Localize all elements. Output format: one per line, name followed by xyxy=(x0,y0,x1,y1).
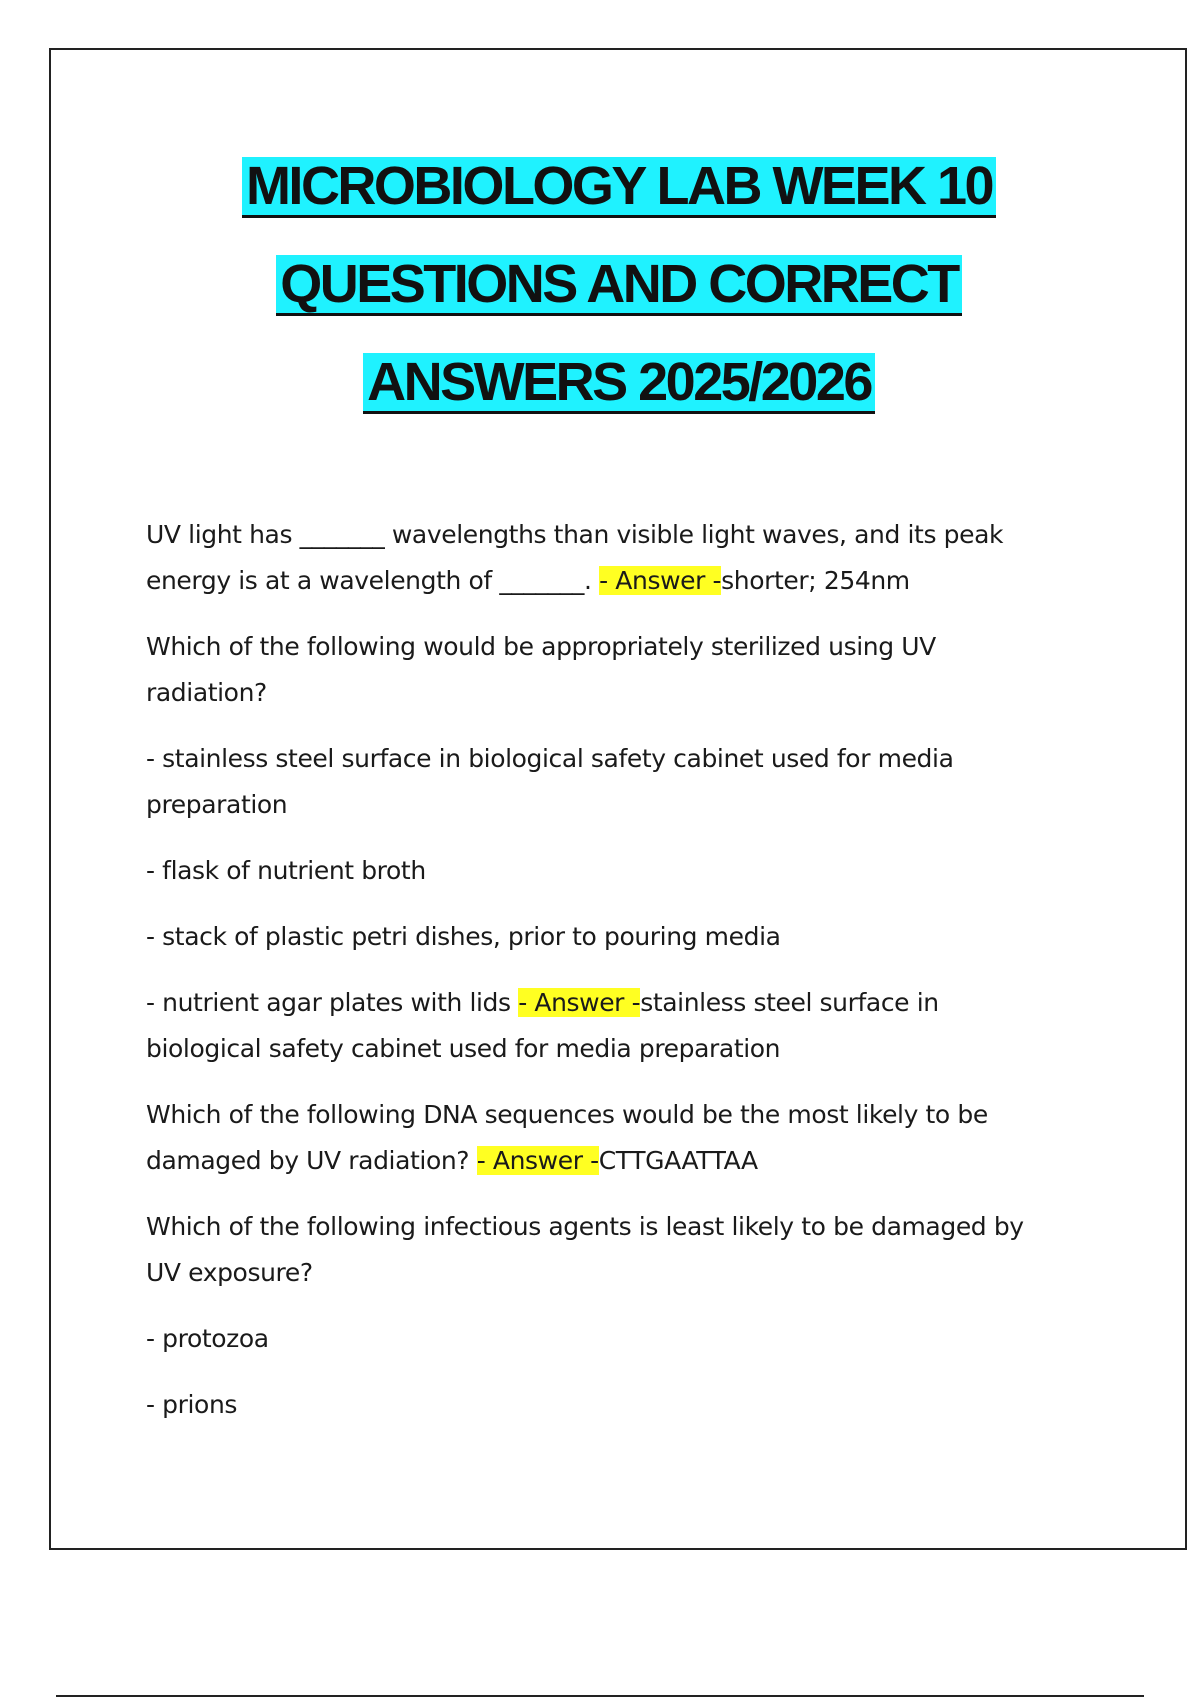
title-line-1: MICROBIOLOGY LAB WEEK 10 xyxy=(242,157,996,218)
title-line-3: ANSWERS 2025/2026 xyxy=(363,353,875,414)
option-1-line-1: - stainless steel surface in biological safety cabinet used for media xyxy=(146,744,954,773)
option-3-text: - stack of plastic petri dishes, prior to pouring media xyxy=(146,922,781,951)
answer-marker: - Answer - xyxy=(476,1146,599,1175)
question-3-line-2: damaged by UV radiation? xyxy=(146,1146,470,1175)
question-1-answer: shorter; 254nm xyxy=(721,566,910,595)
question-2-line-1: Which of the following would be appropriately sterilized using UV xyxy=(146,632,936,661)
bottom-rule xyxy=(56,1695,1144,1697)
question-2-answer-line-1: stainless steel surface in xyxy=(640,988,939,1017)
question-4-option-1 xyxy=(146,1316,1106,1362)
question-2-option-1 xyxy=(146,736,1106,828)
option-prions: - prions xyxy=(146,1390,238,1419)
question-3 xyxy=(146,1092,1106,1184)
title-line-2: QUESTIONS AND CORRECT xyxy=(276,255,962,316)
question-2 xyxy=(146,624,1106,716)
question-2-option-2 xyxy=(146,848,1106,894)
question-1 xyxy=(146,512,1106,604)
document-title xyxy=(0,137,1200,431)
question-2-answer-line-2: biological safety cabinet used for media preparation xyxy=(146,1034,781,1063)
question-4-option-2 xyxy=(146,1382,1106,1428)
option-protozoa: - protozoa xyxy=(146,1324,269,1353)
answer-marker: - Answer - xyxy=(518,988,641,1017)
question-2-line-2: radiation? xyxy=(146,678,267,707)
document-body xyxy=(146,512,1106,1448)
question-4-line-2: UV exposure? xyxy=(146,1258,313,1287)
option-4-text: - nutrient agar plates with lids xyxy=(146,988,511,1017)
option-2-text: - flask of nutrient broth xyxy=(146,856,426,885)
question-3-answer: CTTGAATTAA xyxy=(598,1146,758,1175)
answer-marker: - Answer - xyxy=(599,566,722,595)
question-4-line-1: Which of the following infectious agents is least likely to be damaged by xyxy=(146,1212,1024,1241)
question-2-option-4 xyxy=(146,980,1106,1072)
question-1-line-1: UV light has _______ wavelengths than visible light waves, and its peak xyxy=(146,520,1004,549)
option-1-line-2: preparation xyxy=(146,790,288,819)
question-3-line-1: Which of the following DNA sequences would be the most likely to be xyxy=(146,1100,988,1129)
question-1-line-2: energy is at a wavelength of _______. xyxy=(146,566,592,595)
question-4 xyxy=(146,1204,1106,1296)
question-2-option-3 xyxy=(146,914,1106,960)
